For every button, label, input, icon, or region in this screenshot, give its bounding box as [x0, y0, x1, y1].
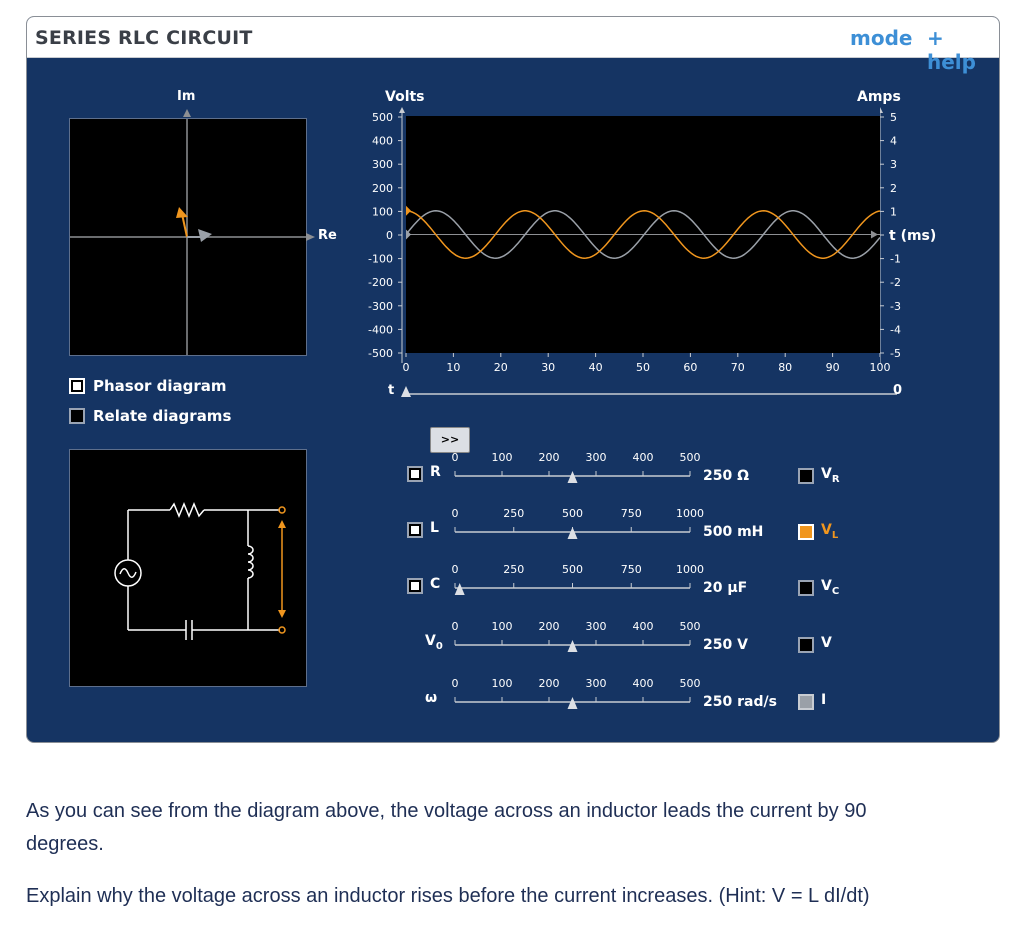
- volt-tick-label: -300: [368, 299, 393, 313]
- circuit-drawing: [70, 450, 306, 686]
- phasor-diagram-checkbox-box[interactable]: [69, 378, 85, 394]
- time-tick-label: 50: [636, 361, 650, 374]
- question-prompt: Explain why the voltage across an inductor rises before the current increases. (Hint: V = L dI/dt): [26, 885, 870, 907]
- amp-tick-label: -1: [890, 252, 901, 266]
- trace-toggle-label: V: [821, 635, 832, 651]
- vl-trace-marker: [406, 206, 411, 216]
- slider-tick-label: 200: [538, 677, 560, 690]
- time-tick-label: 10: [446, 361, 461, 374]
- relate-diagrams-checkbox[interactable]: [69, 407, 231, 425]
- amp-tick-label: 1: [890, 205, 897, 219]
- slider-tick-label: 300: [585, 451, 607, 464]
- relate-diagrams-checkbox-box[interactable]: [69, 408, 85, 424]
- slider-value: 250 rad/s: [703, 694, 777, 710]
- time-slider-value: 0: [893, 383, 903, 398]
- slider-thumb[interactable]: [568, 471, 578, 483]
- slider-label: R: [430, 464, 441, 480]
- slider-label: $V_0$: [425, 633, 443, 652]
- amp-tick-label: -4: [890, 323, 901, 337]
- trace-toggle-checkbox[interactable]: [798, 694, 814, 710]
- time-tick-label: 80: [778, 361, 793, 374]
- app-title: SERIES RLC CIRCUIT: [35, 27, 253, 49]
- time-axis-ticks: [397, 353, 897, 377]
- slider-tick-label: 500: [562, 563, 583, 576]
- trace-toggle-label: $V_R$: [821, 466, 840, 485]
- slider-track[interactable]: [445, 449, 715, 499]
- time-tick-label: 40: [588, 361, 603, 374]
- slider-tick-label: 250: [503, 507, 525, 520]
- time-tick-label: 20: [493, 361, 508, 374]
- imaginary-axis-label: Im: [177, 89, 196, 104]
- trace-toggle-label-subscript: L: [831, 529, 839, 541]
- time-slider-thumb[interactable]: [401, 386, 411, 397]
- trace-toggle-label: I: [821, 692, 827, 708]
- volt-tick-label: -500: [368, 347, 393, 360]
- slider-tick-label: 250: [503, 563, 525, 576]
- slider-tick-label: 500: [679, 677, 701, 690]
- time-tick-label: 90: [825, 361, 840, 374]
- volt-tick-label: 200: [372, 181, 393, 195]
- slider-value: 250 V: [703, 637, 748, 653]
- phasor-diagram-checkbox[interactable]: [69, 377, 227, 395]
- trace-toggle-checkbox[interactable]: [798, 637, 814, 653]
- waveform-graph: [406, 116, 880, 353]
- slider-l-checkbox[interactable]: [407, 522, 423, 538]
- fast-forward-button[interactable]: >>: [430, 427, 470, 453]
- volts-axis-label: Volts: [385, 89, 425, 105]
- voltage-arrow-up-icon: [278, 520, 286, 528]
- slider-label: L: [430, 520, 439, 536]
- time-slider[interactable]: [397, 383, 901, 401]
- time-axis-label: t (ms): [889, 228, 937, 244]
- mode-button[interactable]: mode: [850, 26, 913, 50]
- slider-tick-label: 1000: [676, 563, 704, 576]
- time-slider-label: t: [388, 383, 395, 398]
- question-line-2: degrees.: [26, 833, 104, 855]
- trace-toggle-checkbox[interactable]: [798, 468, 814, 484]
- time-tick-label: 30: [541, 361, 556, 374]
- re-axis-arrow-icon: [303, 230, 317, 244]
- trace-toggle-checkbox[interactable]: [798, 580, 814, 596]
- trace-toggle-checkbox[interactable]: [798, 524, 814, 540]
- volt-axis-ticks: [357, 105, 405, 365]
- slider-tick-label: 400: [632, 620, 654, 633]
- voltage-arrow-down-icon: [278, 610, 286, 618]
- slider-track[interactable]: [445, 675, 715, 725]
- im-axis-arrow-icon: [177, 107, 197, 119]
- slider-tick-label: 300: [585, 620, 607, 633]
- relate-diagrams-checkbox-label: Relate diagrams: [93, 407, 232, 425]
- time-tick-label: 100: [869, 361, 891, 374]
- rlc-app-window: [26, 16, 1000, 743]
- slider-tick-label: 750: [620, 507, 642, 520]
- slider-tick-label: 750: [620, 563, 642, 576]
- slider-tick-label: 0: [451, 563, 459, 576]
- title-bar: [27, 17, 999, 74]
- question-paragraph-1: [26, 795, 866, 861]
- volt-tick-label: -100: [368, 252, 393, 266]
- slider-tick-label: 0: [451, 677, 459, 690]
- waveform-plot: [406, 116, 880, 353]
- time-tick-label: 70: [730, 361, 745, 374]
- slider-r-checkbox[interactable]: [407, 466, 423, 482]
- trace-toggle-label-subscript: C: [831, 585, 840, 597]
- slider-label-subscript: 0: [435, 640, 443, 652]
- amp-tick-label: -2: [890, 276, 901, 290]
- phasor-diagram: [69, 118, 307, 356]
- help-button[interactable]: + help: [927, 26, 976, 74]
- trace-toggle-label: $V_L$: [821, 522, 839, 541]
- amp-tick-label: -3: [890, 299, 901, 313]
- slider-tick-label: 0: [451, 620, 459, 633]
- slider-tick-label: 200: [538, 620, 560, 633]
- slider-track[interactable]: [445, 618, 715, 668]
- amps-axis-label: Amps: [857, 89, 901, 105]
- volt-tick-label: 400: [372, 134, 393, 148]
- slider-thumb[interactable]: [455, 583, 465, 595]
- circuit-schematic: [69, 449, 307, 687]
- volt-tick-label: 300: [372, 158, 393, 172]
- trace-toggle-label-subscript: R: [831, 473, 840, 485]
- time-tick-label: 60: [683, 361, 698, 374]
- slider-thumb[interactable]: [568, 697, 578, 709]
- phasor-diagram-checkbox-label: Phasor diagram: [93, 377, 227, 395]
- vl-phasor-arrowhead: [176, 207, 188, 218]
- slider-label: ω: [425, 690, 438, 706]
- slider-c-checkbox[interactable]: [407, 578, 423, 594]
- slider-tick-label: 200: [538, 451, 560, 464]
- question-line-1: As you can see from the diagram above, the voltage across an inductor leads the current by 90: [26, 800, 867, 822]
- amp-tick-label: 2: [890, 181, 897, 195]
- volt-tick-label: 0: [386, 229, 393, 242]
- slider-tick-label: 100: [491, 620, 513, 633]
- slider-label: C: [430, 576, 441, 592]
- slider-tick-label: 100: [491, 677, 513, 690]
- volt-tick-label: 500: [372, 111, 393, 124]
- slider-track[interactable]: [445, 505, 715, 555]
- slider-thumb[interactable]: [568, 640, 578, 652]
- slider-value: 20 μF: [703, 580, 748, 596]
- slider-tick-label: 400: [632, 677, 654, 690]
- volt-tick-label: -200: [368, 276, 393, 290]
- slider-tick-label: 500: [679, 451, 701, 464]
- volt-tick-label: 100: [372, 205, 393, 219]
- slider-tick-label: 1000: [676, 507, 704, 520]
- trace-toggle-label: $V_C$: [821, 578, 840, 597]
- amp-tick-label: 4: [890, 134, 897, 148]
- slider-tick-label: 0: [451, 451, 459, 464]
- volt-tick-label: -400: [368, 323, 393, 337]
- slider-tick-label: 100: [491, 451, 513, 464]
- slider-tick-label: 500: [679, 620, 701, 633]
- inductor-icon: [248, 546, 253, 578]
- slider-tick-label: 400: [632, 451, 654, 464]
- current-phasor-arrowhead: [198, 229, 212, 242]
- amp-tick-label: 5: [890, 111, 897, 124]
- amp-tick-label: 3: [890, 158, 897, 172]
- slider-tick-label: 0: [451, 507, 459, 520]
- amp-tick-label: -5: [890, 347, 901, 360]
- slider-value: 250 Ω: [703, 468, 749, 484]
- slider-value: 500 mH: [703, 524, 764, 540]
- time-tick-label: 0: [402, 361, 410, 374]
- slider-track[interactable]: [445, 561, 715, 611]
- slider-tick-label: 500: [562, 507, 583, 520]
- real-axis-label: Re: [318, 228, 337, 243]
- slider-tick-label: 300: [585, 677, 607, 690]
- resistor-icon: [170, 504, 204, 516]
- slider-thumb[interactable]: [568, 527, 578, 539]
- phasor-plot: [70, 119, 306, 355]
